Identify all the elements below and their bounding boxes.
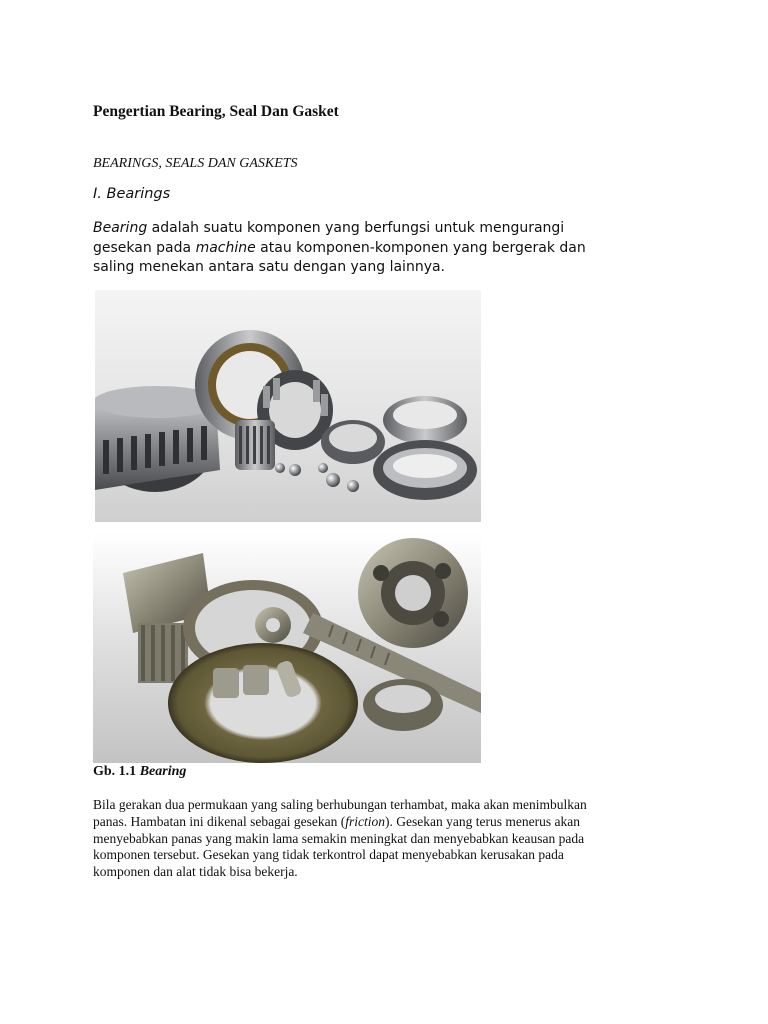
paragraph-line: komponen tersebut. Gesekan yang tidak terkontrol dapat menyebabkan kerusakan pada — [93, 847, 564, 863]
paragraph-text: atau komponen-komponen yang bergerak dan — [255, 239, 586, 256]
paragraph-line: Bila gerakan dua permukaan yang saling berhubungan terhambat, maka akan menimbulkan — [93, 797, 587, 812]
term-machine: machine — [195, 239, 256, 256]
term-bearing: Bearing — [93, 220, 148, 236]
caption-italic: Bearing — [139, 764, 187, 779]
document-subtitle: BEARINGS, SEALS DAN GASKETS — [93, 156, 298, 171]
document-title: Pengertian Bearing, Seal Dan Gasket — [93, 103, 339, 120]
gears-and-bearings-photo — [93, 533, 481, 763]
paragraph-line: menyebabkan panas yang makin lama semakin meningkat dan menyebabkan keausan pada — [93, 830, 585, 846]
paragraph-text: gesekan pada — [93, 239, 196, 256]
paragraph-text: panas. Hambatan ini dikenal sebagai gesekan ( — [93, 813, 346, 829]
friction-paragraph — [93, 797, 693, 881]
paragraph-line — [93, 239, 653, 259]
caption-prefix: Gb. 1.1 — [93, 764, 140, 779]
paragraph-line — [93, 219, 653, 239]
bearing-assortment-photo — [95, 290, 481, 522]
section-heading: I. Bearings — [93, 186, 171, 202]
figure-caption — [93, 764, 186, 780]
intro-paragraph — [93, 219, 653, 278]
paragraph-text: ). Gesekan yang terus menerus akan — [385, 813, 580, 829]
paragraph-text: adalah suatu komponen yang berfungsi untuk mengurangi — [147, 220, 565, 236]
paragraph-line — [93, 814, 693, 831]
paragraph-line: komponen dan alat tidak bisa bekerja. — [93, 864, 298, 880]
paragraph-line: saling menekan antara satu dengan yang lainnya. — [93, 259, 446, 275]
term-friction: friction — [345, 813, 386, 829]
